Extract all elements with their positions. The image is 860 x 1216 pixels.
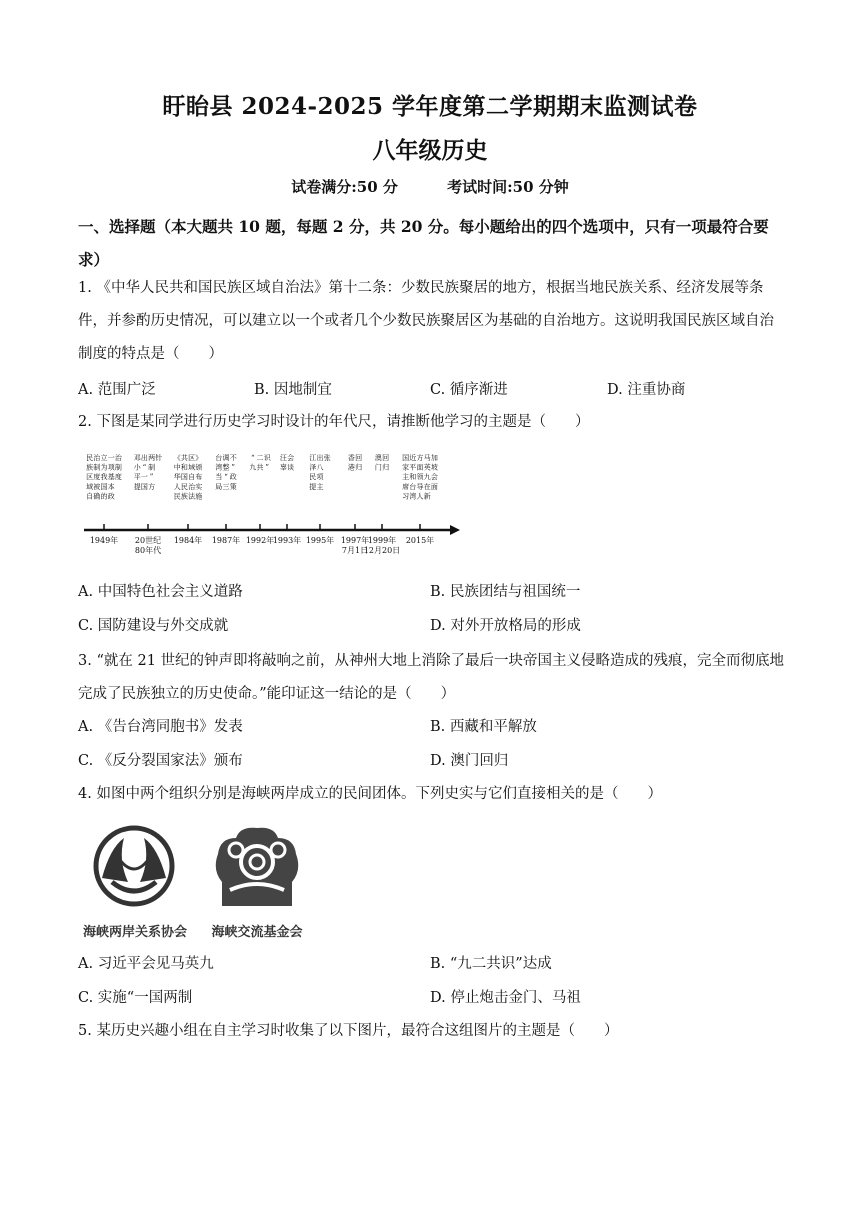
- timeline-event-text: 回归: [382, 454, 390, 472]
- timeline-event-text: 治制度: [114, 454, 122, 482]
- timeline-event-text: 二共: [256, 454, 264, 472]
- q1-option-b: B. 因地制宜: [254, 382, 332, 398]
- q3-option-d: D. 澳门回归: [430, 753, 509, 769]
- timeline-event-text: 民族区域自: [86, 454, 94, 501]
- q2-option-a: A. 中国特色社会主义道路: [78, 584, 243, 600]
- timeline-event-text: 澳门: [374, 454, 382, 472]
- q3-option-b: B. 西藏和平解放: [430, 719, 537, 735]
- sef-logo-icon: [202, 820, 312, 916]
- logo2-caption: 海峡交流基金会: [211, 925, 303, 940]
- timeline-event-text: 区域自治法: [188, 454, 196, 501]
- timeline-year: 1992年: [245, 536, 275, 545]
- timeline-year: 2015年: [405, 536, 435, 545]
- timeline-year: 1949年: [89, 536, 119, 545]
- exam-time: 考试时间:50 分钟: [447, 178, 569, 196]
- timeline-year: 1999年 12月20日: [363, 536, 401, 555]
- question-4-stem: 4. 如图中两个组织分别是海峡两岸成立的民间团体。下列史实与它们直接相关的是（ ）: [78, 786, 662, 802]
- timeline-event-text: 两制”方: [148, 454, 156, 491]
- exam-subtitle: 八年级历史: [372, 137, 488, 164]
- timeline-event-text: 邓小平提: [133, 454, 141, 491]
- timeline-figure: [82, 452, 462, 564]
- q2-option-b: B. 民族团结与祖国统一: [430, 584, 581, 600]
- q1-option-a: A. 范围广泛: [78, 382, 156, 398]
- timeline-event-text: 马英九在新: [423, 454, 431, 501]
- timeline-event-text: 调整“三: [222, 454, 230, 491]
- timeline-event-text: 汪辜: [279, 454, 287, 472]
- timeline-event: [341, 453, 369, 555]
- timeline-arrow: [450, 525, 460, 535]
- q4-option-b: B. “九二共识”达成: [430, 956, 552, 972]
- q4-option-d: D. 停止炮击金门、马祖: [430, 990, 581, 1006]
- section-heading: 一、选择题（本大题共 10 题，每题 2 分，共 20 分。每小题给出的四个选项中，只有一项最符合要求）: [78, 217, 769, 269]
- q1-option-c: C. 循序渐进: [430, 382, 508, 398]
- timeline-year: 1997年 7月1日: [340, 536, 370, 555]
- timeline-year: 1984年: [173, 536, 203, 545]
- timeline-year: 1993年: [272, 536, 302, 545]
- timeline-event-text: 针: [155, 454, 163, 462]
- exam-title: 盱眙县 2024-2025 学年度第二学期期末监测试卷: [162, 93, 698, 120]
- full-score: 试卷满分:50 分: [291, 178, 398, 196]
- timeline-event-text: 江泽民提: [309, 454, 317, 491]
- timeline-event-text: 张: [323, 454, 331, 462]
- timeline-event-text: “九: [249, 454, 257, 472]
- logo1-caption: 海峡两岸关系协会: [82, 925, 187, 940]
- q1-option-d: D. 注重协商: [607, 382, 686, 398]
- question-3-stem: 3. “就在 21 世纪的钟声即将敲响之前，从神州大地上消除了最后一块帝国主义侵略造成的残痕，完全而彻底地完成了民族独立的历史使命。”能印证这一结论的是（ ）: [78, 653, 785, 702]
- logo-cross-strait-association: [80, 820, 190, 940]
- q4-option-c: C. 实施“一国两制: [78, 990, 193, 1006]
- timeline-event-text: 会谈: [287, 454, 295, 472]
- timeline-event-text: 方面领导人: [416, 454, 424, 501]
- q2-option-d: D. 对外开放格局的形成: [430, 618, 581, 634]
- timeline-event-text: 治制度被确: [93, 454, 101, 501]
- exam-meta: [0, 176, 860, 197]
- q3-option-c: C. 《反分裂国家法》颁布: [78, 753, 243, 769]
- timeline-event-text: 识”: [263, 454, 271, 472]
- question-5-stem: 5. 某历史兴趣小组在自主学习时收集了以下图片，最符合这组图片的主题是（ ）: [78, 1023, 619, 1039]
- timeline-event-text: 加坡会面: [430, 454, 438, 491]
- arats-logo-icon: [80, 820, 190, 916]
- timeline-year: 1987年: [211, 536, 241, 545]
- timeline-event-text: 共和国民族: [180, 454, 188, 501]
- timeline-event: [134, 453, 163, 555]
- timeline-event-text: 一项基本政: [107, 454, 115, 501]
- q4-option-a: A. 习近平会见马英九: [78, 956, 214, 972]
- question-2-stem: 2. 下图是某同学进行历史学习时设计的年代尺，请推断他学习的主题是（ ）: [78, 414, 590, 430]
- timeline-event-text: 国家主席习: [402, 454, 410, 501]
- q2-option-c: C. 国防建设与外交成就: [78, 618, 229, 634]
- timeline-event-text: 立为我国的: [100, 454, 108, 501]
- timeline-event-text: 》颁布实施: [195, 454, 203, 501]
- timeline-event-text: 《中华人民: [173, 454, 181, 501]
- question-1-stem: 1. 《中华人民共和国民族区域自治法》第十二条：少数民族聚居的地方，根据当地民族关系、经济发展等条件，并参酌历史情况，可以建立以一个或者几个少数民族聚居区为基础的自治地方。这说明我国民族区域自治制度的特点是（ ）: [78, 280, 774, 362]
- timeline-event-text: 回归: [355, 454, 363, 472]
- timeline-event-text: 不”政策: [229, 454, 237, 491]
- timeline-event-text: 香港: [347, 454, 355, 472]
- timeline-event-text: 台湾当局: [215, 454, 223, 491]
- timeline-event-text: 近平和台湾: [409, 454, 417, 501]
- timeline-event: [364, 453, 400, 555]
- timeline-year: 1995年: [305, 536, 335, 545]
- q3-option-a: A. 《告台湾同胞书》发表: [78, 719, 243, 735]
- timeline-event-text: 出八项主: [316, 454, 324, 491]
- logo-straits-exchange-foundation: [202, 820, 312, 940]
- timeline-event-text: 出“一国: [140, 454, 148, 491]
- timeline-year: 20世纪 80年代: [134, 536, 162, 555]
